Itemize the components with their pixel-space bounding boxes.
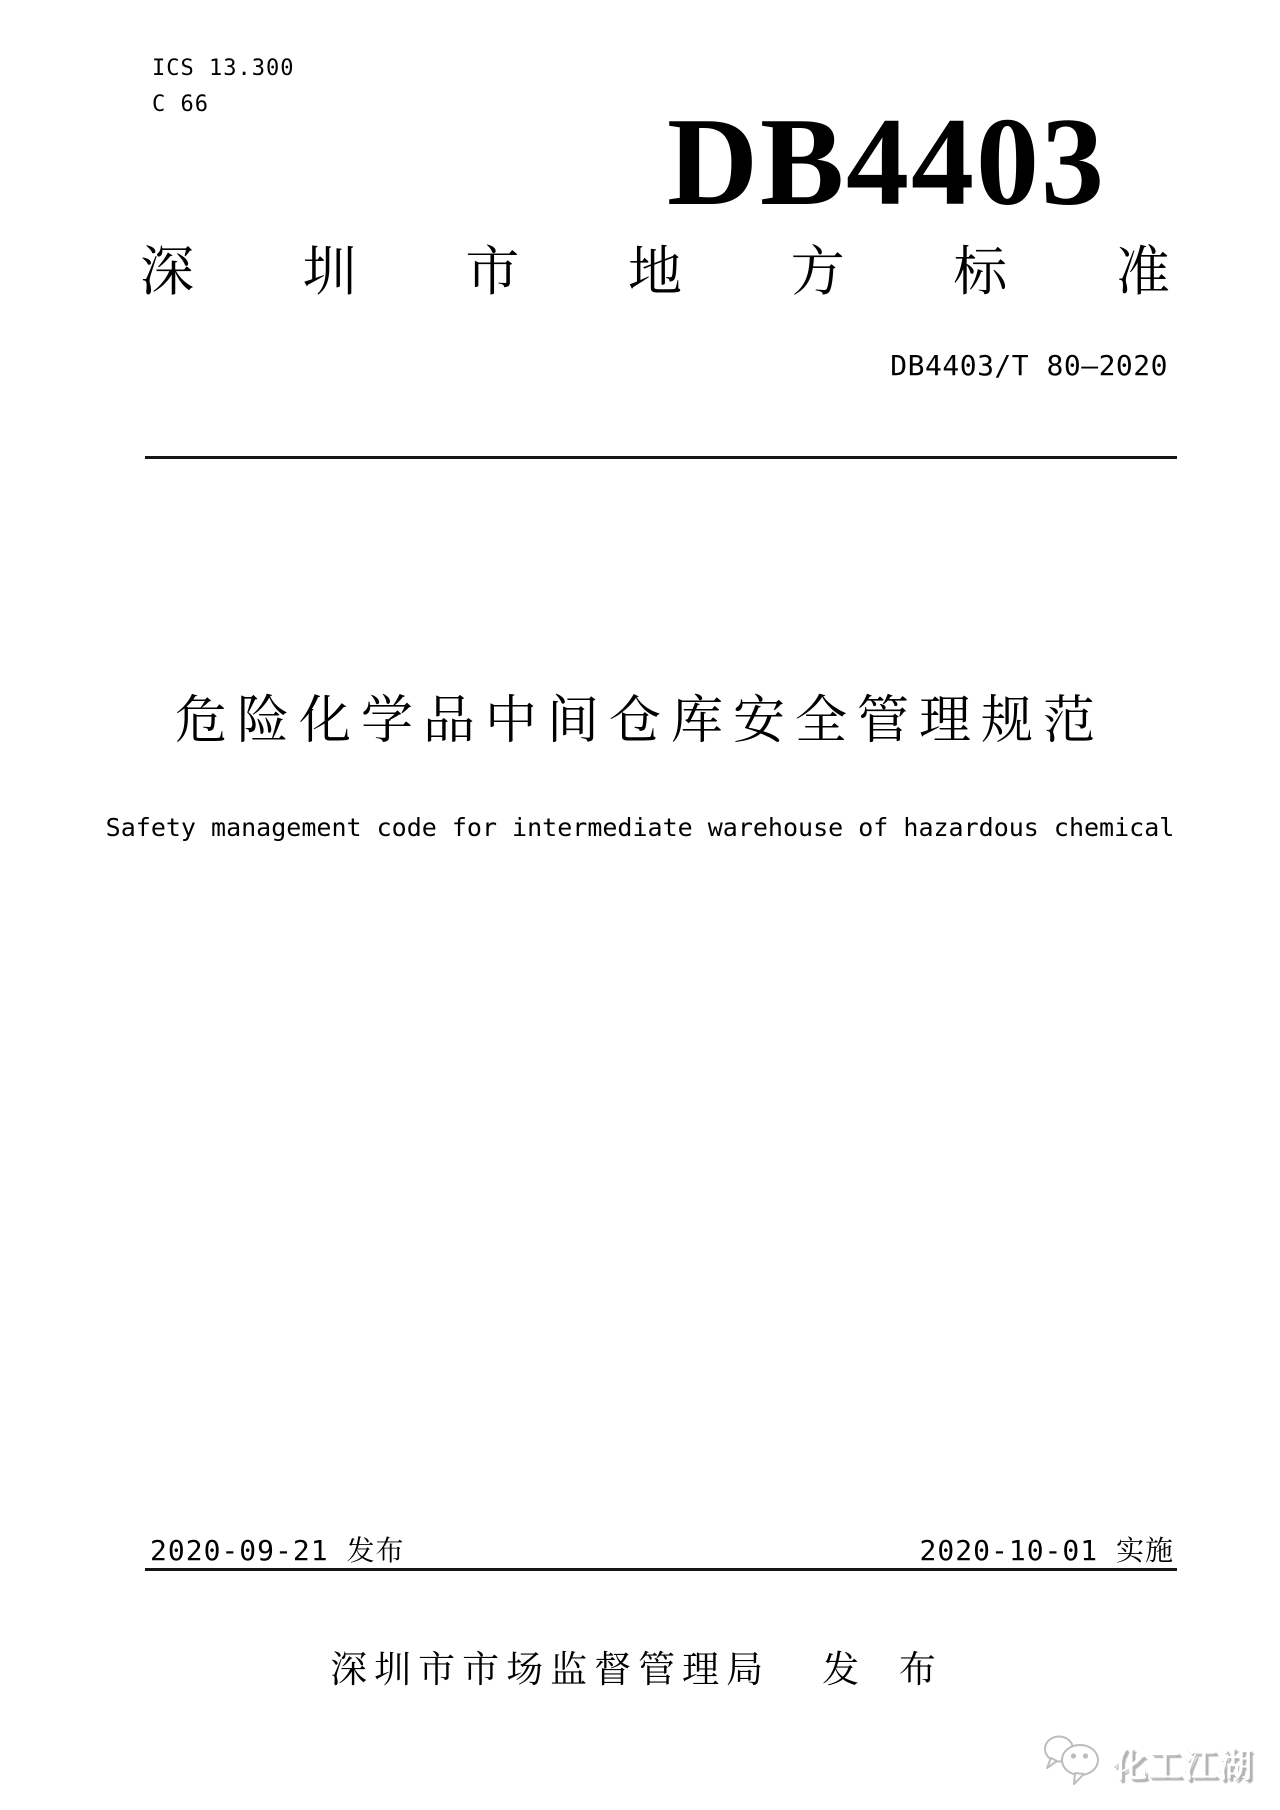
wechat-chat-bubbles-icon [1042, 1730, 1108, 1794]
header-divider-line [145, 456, 1177, 459]
classification-code: C 66 [152, 92, 209, 117]
watermark [1042, 1730, 1253, 1794]
watermark-text: 化工江湖 [1113, 1745, 1253, 1786]
release-label: 发布 [346, 1534, 405, 1567]
release-date: 2020-09-21 [150, 1534, 329, 1567]
implementation-date: 2020-10-01 [919, 1534, 1099, 1567]
release-date-line [150, 1534, 404, 1568]
implementation-date-line [920, 1534, 1174, 1568]
ics-code: ICS 13.300 [152, 56, 295, 81]
issuer-line [0, 1648, 1280, 1692]
standard-category-row: 深 圳 市 地 方 标 准 [140, 240, 1170, 303]
document-title-zh: 危险化学品中间仓库安全管理规范 [174, 691, 1105, 751]
issuer-action: 发 布 [822, 1648, 950, 1691]
footer-divider-line [145, 1568, 1177, 1571]
document-title-en: Safety management code for intermediate warehouse of hazardous chemical [105, 813, 1175, 842]
implementation-label: 实施 [1115, 1534, 1174, 1567]
issuer-name: 深圳市市场监督管理局 [330, 1648, 771, 1691]
standard-body-code: DB4403 [666, 93, 1106, 232]
standard-number: DB4403/T 80—2020 [890, 349, 1168, 382]
